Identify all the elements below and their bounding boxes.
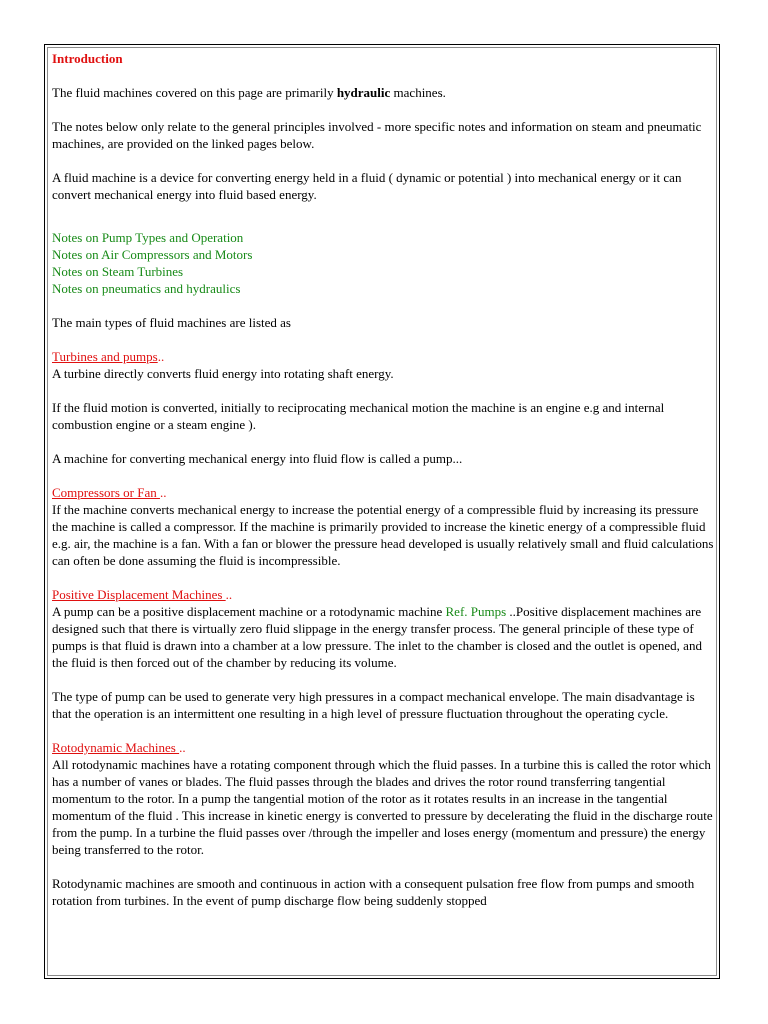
link-pump-types[interactable]: Notes on Pump Types and Operation [52, 230, 244, 245]
intro-line-post: machines. [390, 85, 446, 100]
positive-paragraph-2: The type of pump can be used to generate very high pressures in a compact mechanical envelope. The main disadvantage is that the operation is an intermittent one resulting in a high level of pressure fluctuation throughout the operating cycle. [52, 689, 695, 721]
ref-pumps-link[interactable]: Ref. Pumps [445, 604, 507, 619]
positive-paragraph-post: ..Positive displacement machines are designed such that there is virtually zero fluid slippage in the energy transfer process. The general principle of these type of pumps is that fluid is drawn into a chamber at a low pressure. The inlet to the chamber is closed and the outlet is opened, and the fluid is then forced out of the chamber by reducing its volume. [52, 604, 702, 670]
turbines-paragraph-1: A turbine directly converts fluid energy into rotating shaft energy. [52, 366, 394, 381]
turbines-paragraph-2: If the fluid motion is converted, initially to reciprocating mechanical motion the machine is an engine e.g and internal combustion engine or a steam engine ). [52, 400, 665, 432]
compressors-paragraph: If the machine converts mechanical energy to increase the potential energy of a compressible fluid by increasing its pressure the machine is called a compressor. If the machine is primarily provided to increase the kinetic energy of a compressible fluid e.g. air, the machine is a fan. With a fan or blower the pressure head developed is usually relatively small and fluid calculations can often be done assuming the fluid is incompressible. [52, 502, 714, 568]
link-pneumatics-hydraulics[interactable]: Notes on pneumatics and hydraulics [52, 281, 241, 296]
definition-paragraph: A fluid machine is a device for converting energy held in a fluid ( dynamic or potential ) into mechanical energy or it can convert mechanical energy into fluid based energy. [52, 170, 682, 202]
turbines-link[interactable]: Turbines and pumps [52, 349, 158, 364]
compressors-dots: .. [159, 485, 167, 500]
compressors-link[interactable]: Compressors or Fan [52, 485, 160, 500]
main-types-paragraph: The main types of fluid machines are listed as [52, 315, 291, 330]
turbines-dots: .. [157, 349, 165, 364]
document-body [52, 50, 716, 909]
positive-paragraph-1 [52, 603, 716, 671]
compressors-heading [52, 484, 716, 501]
intro-line [52, 84, 716, 101]
intro-line-bold: hydraulic [336, 85, 391, 100]
positive-heading [52, 586, 716, 603]
notes-paragraph: The notes below only relate to the general principles involved - more specific notes and information on steam and pneumatic machines, are provided on the linked pages below. [52, 119, 702, 151]
link-steam-turbines[interactable]: Notes on Steam Turbines [52, 264, 184, 279]
intro-heading: Introduction [52, 51, 123, 66]
rotodynamic-paragraph-1: All rotodynamic machines have a rotating component through which the fluid passes. In a turbine this is called the rotor which has a number of vanes or blades. The fluid passes through the blades and drives the rotor round transferring tangential momentum to the rotor. In a pump the tangential motion of the rotor as it rotates results in an increase in the tangential momentum of the fluid . This increase in kinetic energy is converted to pressure by decelerating the fluid in the discharge route from the pump. In a turbine the fluid passes over /through the impeller and loses energy (momentum and pressure) the energy being transferred to the rotor. [52, 757, 713, 857]
positive-link[interactable]: Positive Displacement Machines [52, 587, 226, 602]
linked-pages-list [52, 229, 716, 297]
rotodynamic-paragraph-2: Rotodynamic machines are smooth and continuous in action with a consequent pulsation free flow from pumps and smooth rotation from turbines. In the event of pump discharge flow being suddenly stopped [52, 876, 695, 908]
rotodynamic-link[interactable]: Rotodynamic Machines [52, 740, 180, 755]
turbines-heading [52, 348, 716, 365]
link-air-compressors[interactable]: Notes on Air Compressors and Motors [52, 247, 253, 262]
positive-dots: .. [225, 587, 233, 602]
rotodynamic-dots: .. [179, 740, 186, 755]
turbines-paragraph-3: A machine for converting mechanical energy into fluid flow is called a pump... [52, 451, 463, 466]
rotodynamic-heading [52, 739, 716, 756]
positive-paragraph-pre: A pump can be a positive displacement machine or a rotodynamic machine [52, 604, 446, 619]
intro-line-pre: The fluid machines covered on this page are primarily [52, 85, 337, 100]
